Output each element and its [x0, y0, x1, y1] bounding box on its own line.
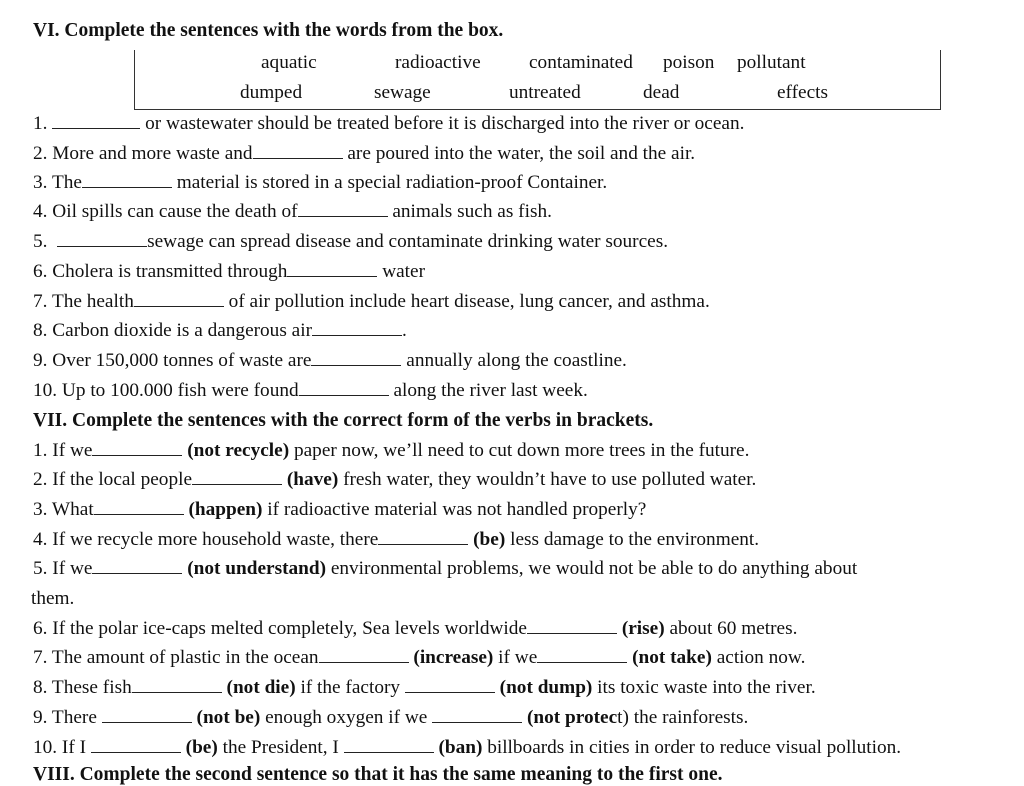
- answer-blank[interactable]: [312, 320, 402, 336]
- s7-item-2: 2. If the local people (have) fresh water, they wouldn’t have to use polluted water.: [33, 469, 757, 490]
- answer-blank[interactable]: [298, 201, 388, 217]
- answer-blank[interactable]: [527, 618, 617, 634]
- section-8-heading: VIII. Complete the second sentence so that it has the same meaning to the first one.: [33, 764, 723, 785]
- answer-blank[interactable]: [132, 677, 222, 693]
- answer-blank[interactable]: [57, 231, 147, 247]
- s7-item-3: 3. What (happen) if radioactive material was not handled properly?: [33, 499, 647, 520]
- s6-item-10: 10. Up to 100.000 fish were found along the river last week.: [33, 380, 588, 401]
- word-sewage: sewage: [374, 82, 431, 103]
- word-contaminated: contaminated: [529, 52, 633, 73]
- answer-blank[interactable]: [344, 737, 434, 753]
- word-dumped: dumped: [240, 82, 303, 103]
- s7-item-5-cont: them.: [31, 588, 75, 609]
- s7-item-10: 10. If I (be) the President, I (ban) billboards in cities in order to reduce visual pollution.: [33, 737, 902, 758]
- answer-blank[interactable]: [94, 499, 184, 515]
- answer-blank[interactable]: [253, 143, 343, 159]
- answer-blank[interactable]: [311, 350, 401, 366]
- answer-blank[interactable]: [319, 647, 409, 663]
- answer-blank[interactable]: [102, 707, 192, 723]
- answer-blank[interactable]: [378, 529, 468, 545]
- s7-item-7: 7. The amount of plastic in the ocean (increase) if we (not take) action now.: [33, 647, 806, 668]
- s6-item-7: 7. The health of air pollution include heart disease, lung cancer, and asthma.: [33, 291, 710, 312]
- word-radioactive: radioactive: [395, 52, 481, 73]
- answer-blank[interactable]: [299, 380, 389, 396]
- answer-blank[interactable]: [82, 172, 172, 188]
- answer-blank[interactable]: [432, 707, 522, 723]
- s6-item-4: 4. Oil spills can cause the death of animals such as fish.: [33, 201, 552, 222]
- s7-item-6: 6. If the polar ice-caps melted completely, Sea levels worldwide (rise) about 60 metres.: [33, 618, 798, 639]
- s7-item-1: 1. If we (not recycle) paper now, we’ll need to cut down more trees in the future.: [33, 440, 750, 461]
- word-aquatic: aquatic: [261, 52, 317, 73]
- word-box: [134, 50, 941, 110]
- answer-blank[interactable]: [134, 291, 224, 307]
- s7-item-8: 8. These fish (not die) if the factory (not dump) its toxic waste into the river.: [33, 677, 816, 698]
- word-untreated: untreated: [509, 82, 581, 103]
- answer-blank[interactable]: [92, 440, 182, 456]
- s6-item-8: 8. Carbon dioxide is a dangerous air .: [33, 320, 407, 341]
- s7-item-5: 5. If we (not understand) environmental problems, we would not be able to do anything about: [33, 558, 858, 579]
- s6-item-6: 6. Cholera is transmitted through water: [33, 261, 426, 282]
- answer-blank[interactable]: [52, 113, 140, 129]
- s6-item-3: 3. The material is stored in a special radiation-proof Container.: [33, 172, 608, 193]
- section-7-heading: VII. Complete the sentences with the correct form of the verbs in brackets.: [33, 410, 654, 431]
- answer-blank[interactable]: [92, 558, 182, 574]
- answer-blank[interactable]: [192, 469, 282, 485]
- s6-item-5: 5. sewage can spread disease and contaminate drinking water sources.: [33, 231, 669, 252]
- s7-item-9: 9. There (not be) enough oxygen if we (not protect) the rainforests.: [33, 707, 749, 728]
- s6-item-9: 9. Over 150,000 tonnes of waste are annually along the coastline.: [33, 350, 627, 371]
- word-poison: poison: [663, 52, 715, 73]
- answer-blank[interactable]: [405, 677, 495, 693]
- s7-item-4: 4. If we recycle more household waste, there (be) less damage to the environment.: [33, 529, 760, 550]
- word-pollutant: pollutant: [737, 52, 806, 73]
- answer-blank[interactable]: [287, 261, 377, 277]
- section-6-heading: VI. Complete the sentences with the words from the box.: [33, 20, 504, 41]
- answer-blank[interactable]: [91, 737, 181, 753]
- word-effects: effects: [777, 82, 829, 103]
- word-dead: dead: [643, 82, 680, 103]
- s6-item-2: 2. More and more waste and are poured into the water, the soil and the air.: [33, 143, 696, 164]
- answer-blank[interactable]: [537, 647, 627, 663]
- s6-item-1: 1. or wastewater should be treated before it is discharged into the river or ocean.: [33, 113, 745, 134]
